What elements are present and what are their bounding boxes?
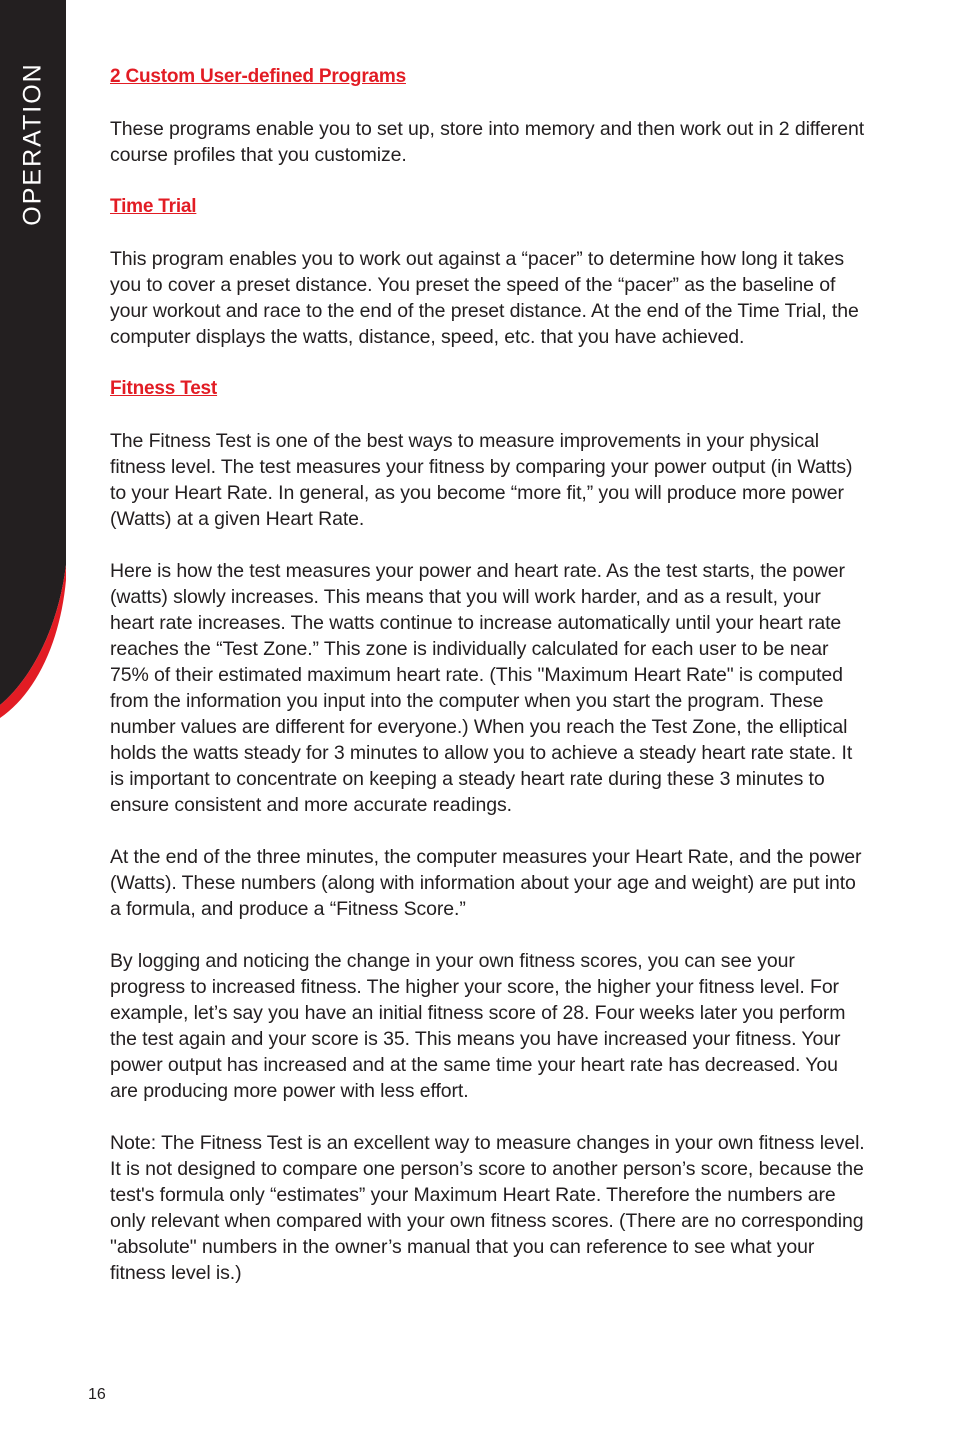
paragraph: The Fitness Test is one of the best ways to measure improvements in your physical fitness level. The test measures your fitness by comparing your power output (in Watts) to your Heart Rate. In general, as you become “more fit,” you will produce more power (Watts) at a given Heart Rate. [110, 430, 853, 530]
heading-fitness-test: Fitness Test [110, 378, 218, 399]
paragraph: This program enables you to work out against a “pacer” to determine how long it takes you to cover a preset distance. You preset the speed of the “pacer” as the baseline of your workout and race to the end of the preset distance. At the end of the Time Trial, the computer displays the watts, distance, speed, etc. that you have achieved. [110, 248, 859, 348]
section-tab-label [0, 0, 66, 300]
heading-custom-programs: 2 Custom User-defined Programs [110, 66, 406, 87]
heading-time-trial: Time Trial [110, 196, 197, 217]
paragraph: By logging and noticing the change in your own fitness scores, you can see your progress to increased fitness. The higher your score, the higher your fitness level. For example, let’s say you have an initial fitness score of 28. Four weeks later you perform the test again and your score is 35. This means you have increased your fitness. Your power output has increased and at the same time your heart rate has decreased. You are producing more power with less effort. [110, 950, 846, 1102]
page-number: 16 [88, 1386, 106, 1403]
paragraph: Note: The Fitness Test is an excellent way to measure changes in your own fitness level. It is not designed to compare one person’s score to another person’s score, because the test's formula only “estimates” your Maximum Heart Rate. Therefore the numbers are only relevant when compared with your own fitness scores. (There are no corresponding "absolute" numbers in the owner’s manual that you can reference to see what your fitness level is.) [110, 1132, 865, 1284]
page-content [110, 64, 868, 1286]
paragraph: These programs enable you to set up, store into memory and then work out in 2 different course profiles that you customize. [110, 118, 865, 166]
paragraph: Here is how the test measures your power and heart rate. As the test starts, the power (watts) slowly increases. This means that you will work harder, and as a result, your heart rate increases. The watts continue to increase automatically until your heart rate reaches the “Test Zone.” This zone is individually calculated for each user to be near 75% of their estimated maximum heart rate. (This "Maximum Heart Rate" is computed from the information you input into the computer when you start the program. These number values are different for everyone.) When you reach the Test Zone, the elliptical holds the watts steady for 3 minutes to allow you to achieve a steady heart rate state. It is important to concentrate on keeping a steady heart rate during these 3 minutes to ensure consistent and more accurate readings. [110, 560, 853, 816]
paragraph: At the end of the three minutes, the computer measures your Heart Rate, and the power (Watts). These numbers (along with information about your age and weight) are put into a formula, and produce a “Fitness Score.” [110, 846, 862, 920]
section-tab-text: OPERATION [18, 62, 47, 226]
